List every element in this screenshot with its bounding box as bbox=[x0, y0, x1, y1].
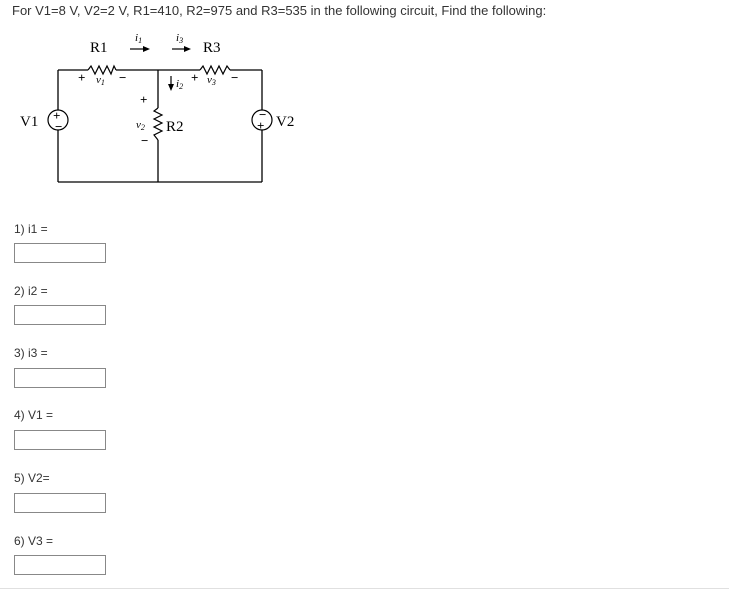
i1-label: i1 bbox=[135, 32, 143, 45]
r1-minus: − bbox=[119, 70, 127, 85]
v2-plus: + bbox=[257, 118, 265, 133]
r3-label: R3 bbox=[203, 40, 221, 56]
answer-input-v1[interactable] bbox=[14, 430, 106, 450]
answer-label-v2: 5) V2= bbox=[14, 471, 50, 485]
answer-label-v1: 4) V1 = bbox=[14, 408, 54, 422]
r1-label: R1 bbox=[90, 40, 108, 56]
v1-plus: + bbox=[53, 108, 61, 123]
r2-resistor bbox=[154, 108, 162, 140]
answer-input-v3[interactable] bbox=[14, 555, 106, 575]
v2-label: V2 bbox=[276, 114, 295, 130]
r1-voltage-label: v1 bbox=[96, 74, 105, 87]
r3-minus: − bbox=[231, 70, 239, 85]
answer-label-v3: 6) V3 = bbox=[14, 534, 54, 548]
answer-label-i1: 1) i1 = bbox=[14, 222, 48, 236]
answer-input-i2[interactable] bbox=[14, 305, 106, 325]
answer-label-i2: 2) i2 = bbox=[14, 284, 48, 298]
v2-minus: − bbox=[259, 107, 267, 122]
i2-arrow-icon bbox=[168, 76, 174, 91]
question-text: For V1=8 V, V2=2 V, R1=410, R2=975 and R3=535 in the following circuit, Find the following: bbox=[12, 3, 547, 18]
answer-label-i3: 3) i3 = bbox=[14, 346, 48, 360]
answer-input-i1[interactable] bbox=[14, 243, 106, 263]
i2-label: i2 bbox=[176, 78, 184, 91]
circuit-diagram bbox=[0, 28, 300, 188]
r2-label: R2 bbox=[166, 119, 184, 135]
i3-arrow-icon bbox=[172, 46, 191, 52]
r2-plus: + bbox=[140, 92, 148, 107]
r3-plus: + bbox=[191, 70, 199, 85]
r3-voltage-label: v3 bbox=[207, 74, 216, 87]
r1-resistor bbox=[88, 66, 116, 74]
r2-voltage-label: v2 bbox=[136, 119, 145, 132]
r3-resistor bbox=[200, 66, 230, 74]
v1-label: V1 bbox=[20, 114, 39, 130]
v1-minus: − bbox=[55, 119, 63, 134]
r1-plus: + bbox=[78, 70, 86, 85]
i3-label: i3 bbox=[176, 32, 184, 45]
r2-minus: − bbox=[141, 133, 149, 148]
bottom-divider bbox=[0, 588, 729, 589]
answer-input-i3[interactable] bbox=[14, 368, 106, 388]
circuit-wires bbox=[58, 70, 265, 182]
answer-input-v2[interactable] bbox=[14, 493, 106, 513]
i1-arrow-icon bbox=[130, 46, 150, 52]
